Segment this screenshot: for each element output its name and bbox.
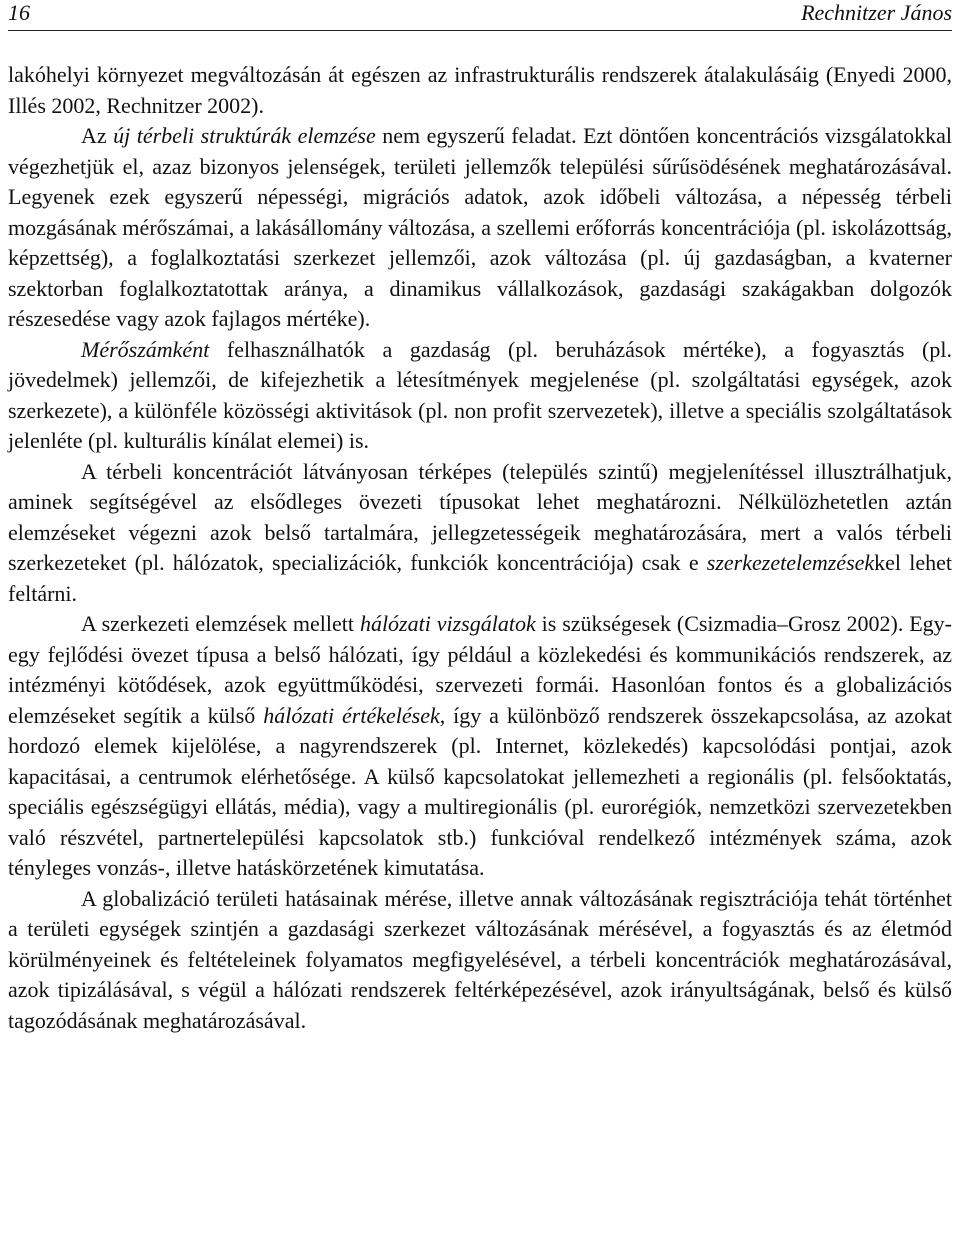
emphasized-text: hálózati vizsgálatok — [359, 611, 536, 636]
paragraph — [8, 609, 952, 884]
page-number: 16 — [8, 0, 30, 25]
emphasized-text: hálózati értékelések — [263, 702, 440, 728]
text-run: Az — [81, 123, 114, 148]
paragraph — [8, 60, 952, 121]
text-run: A szerkezeti elemzések mellett — [81, 611, 360, 636]
text-run: A globalizáció területi hatásainak mérése, illetve annak változásának regisztrációja tehát történhet a területi egységek szintjén a gazdasági szerkezet változásának mérésével, a fogyasztás és az életmód körülményeinek és feltételeinek folyamatos megfigyelésével, a térbeli koncentrációk meghatározásával, azok tipizálásával, s végül a hálózati rendszerek feltérképezésével, azok irányultságának, belső és külső tagozódásának meghatározásával. — [8, 885, 952, 1033]
body-text — [8, 60, 952, 1036]
emphasized-text: Mérőszámként — [81, 336, 210, 362]
paragraph — [8, 335, 952, 457]
text-run: A térbeli koncentrációt látványosan térképes (település szintű) megjelenítéssel illusztrálhatjuk, aminek segítségével az elsődleges övezeti típusokat lehet meghatározni. Nélkülözhetetlen aztán elemzéseket végezni azok belső tartalmára, jellegzetességeik meghatározására, mert a valós térbeli szerkezeteket (pl. hálózatok, specializációk, funkciók koncentrációja) csak e — [8, 458, 952, 575]
text-run: is szükségesek (Csizmadia–Grosz 2002). Egy-egy fejlődési övezet típusa a belső hálózati, így például a közlekedési és kommunikációs rendszerek, az intézményi kötődések, azok együttműködési, szervezeti formái. Hasonlóan fontos és a globalizációs elemzéseket segítik a külső — [8, 611, 952, 728]
page-header — [8, 0, 952, 31]
emphasized-text: új térbeli struktúrák elemzése — [113, 123, 376, 148]
paragraph — [8, 121, 952, 335]
running-head-author: Rechnitzer János — [801, 0, 952, 25]
text-run: felhasználhatók a gazdaság (pl. beruházások mértéke), a fogyasztás (pl. jövedelmek) jellemzői, de kifejezhetik a létesítmények megjelenése (pl. szolgáltatási egységek, azok szerkezete), a különféle közösségi aktivitások (pl. non profit szervezetek), illetve a speciális szolgáltatások jelenléte (pl. kulturális kínálat elemei) is. — [8, 336, 952, 453]
text-run: lakóhelyi környezet megváltozásán át egészen az infrastrukturális rendszerek átalakulásáig (Enyedi 2000, Illés 2002, Rechnitzer 2002). — [8, 62, 952, 118]
emphasized-text: szerkezetelemzések — [706, 550, 875, 575]
text-run: , így a különböző rendszerek összekapcsolása, az azokat hordozó elemek kijelölése, a nagyrendszerek (pl. Internet, közlekedés) kapcsolódási pontjai, azok kapacitásai, a centrumok elérhetősége. A külső kapcsolatokat jellemezheti a regionális (pl. felsőoktatás, speciális egészségügyi ellátás, média), vagy a multiregionális (pl. eurorégiók, nemzetközi szervezetekben való részvétel, partnertelepülési kapcsolatok stb.) funkcióval rendelkező intézmények száma, azok tényleges vonzás-, illetve hatáskörzetének kimutatása. — [8, 702, 952, 880]
text-run: kel lehet feltárni. — [8, 550, 952, 606]
paragraph — [8, 457, 952, 610]
paragraph — [8, 884, 952, 1037]
text-run: nem egyszerű feladat. Ezt döntően koncentrációs vizsgálatokkal végezhetjük el, azaz bizonyos jelenségek, területi jellemzők települési sűrűsödésének meghatározásával. Legyenek ezek egyszerű népességi, migrációs adatok, azok időbeli változása, a népesség térbeli mozgásának mérőszámai, a lakásállomány változása, a szellemi erőforrás koncentrációja (pl. iskolázottság, képzettség), a foglalkoztatási szerkezet jellemzői, azok változása (pl. új gazdaságban, a kvaterner szektorban foglalkoztatottak aránya, a dinamikus vállalkozások, gazdasági szakágakban dolgozók részesedése vagy azok fajlagos mértéke). — [8, 123, 952, 331]
